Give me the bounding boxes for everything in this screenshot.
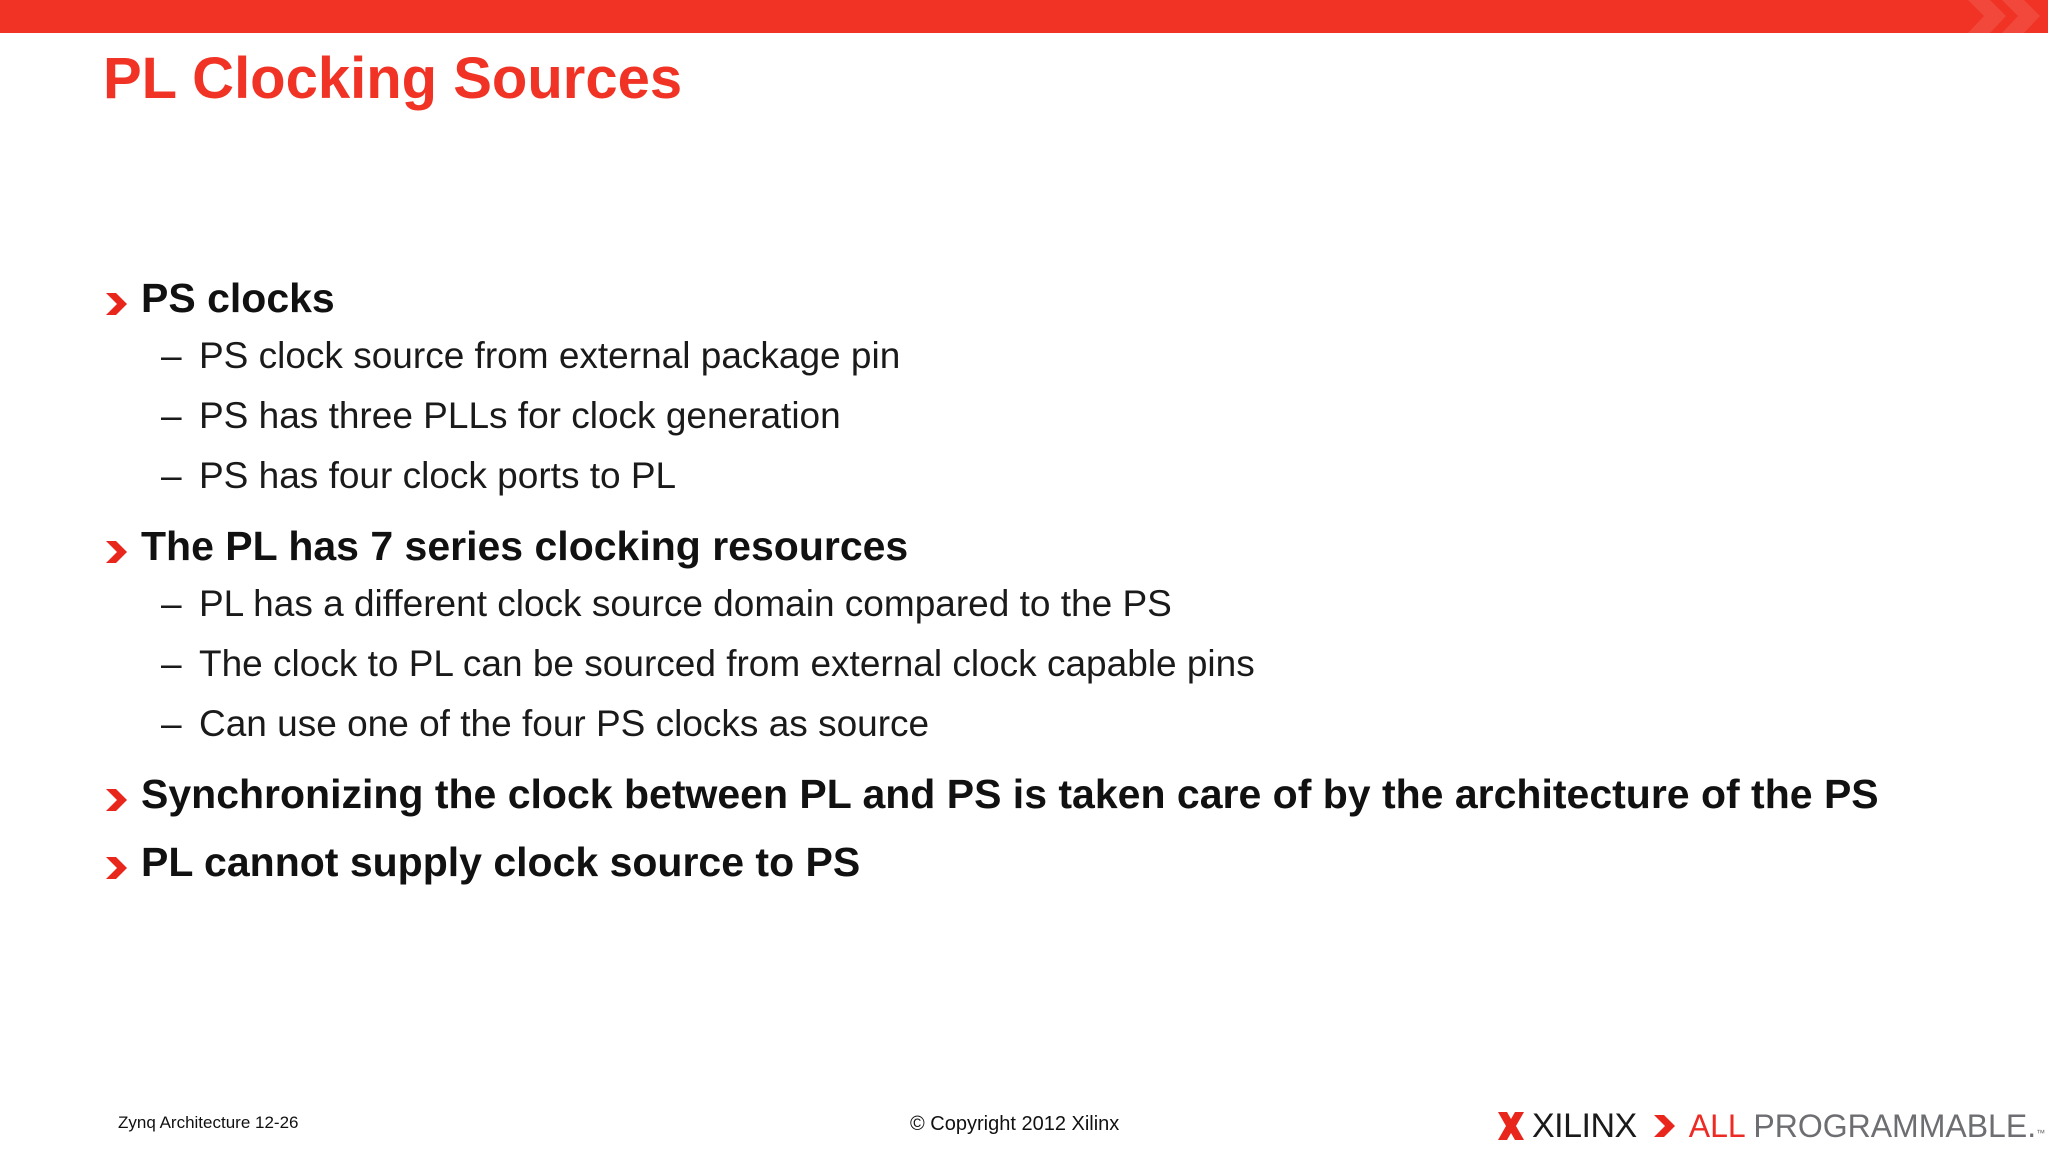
bullet-text: PS clocks	[141, 275, 335, 321]
sub-item-text: Can use one of the four PS clocks as source	[199, 703, 930, 744]
slide-title: PL Clocking Sources	[103, 46, 683, 111]
sub-item	[141, 326, 1983, 386]
bullet-item	[103, 518, 1983, 754]
sub-list	[141, 326, 1983, 506]
sub-item	[141, 634, 1983, 694]
logo-tagline-all: ALL	[1688, 1107, 1745, 1144]
sub-item-text: PS has three PLLs for clock generation	[199, 395, 841, 436]
sub-item-text: The clock to PL can be sourced from external clock capable pins	[199, 643, 1255, 684]
dash-marker: –	[161, 395, 182, 436]
sub-item-text: PS has four clock ports to PL	[199, 455, 677, 496]
sub-item	[141, 386, 1983, 446]
red-chevron-arrow-icon	[103, 539, 129, 565]
sub-item	[141, 694, 1983, 754]
sub-item	[141, 574, 1983, 634]
dash-marker: –	[161, 583, 182, 624]
sub-item	[141, 446, 1983, 506]
logo-tagline	[1689, 1108, 2036, 1145]
bullet-text: The PL has 7 series clocking resources	[141, 523, 909, 569]
bullet-list	[103, 270, 1983, 902]
sub-item-text: PS clock source from external package pin	[199, 335, 901, 376]
bullet-item	[103, 270, 1983, 506]
bullet-text: Synchronizing the clock between PL and PS is taken care of by the architecture of the PS	[141, 771, 1879, 817]
footer-copyright: © Copyright 2012 Xilinx	[910, 1113, 1120, 1135]
logo-trademark: ™	[2036, 1128, 2046, 1138]
top-accent-bar	[0, 0, 2048, 33]
dash-marker: –	[161, 335, 182, 376]
bullet-item	[103, 766, 1983, 822]
logo-tagline-rest: PROGRAMMABLE.	[1744, 1107, 2037, 1144]
xilinx-logo	[1496, 1106, 2045, 1146]
red-chevron-arrow-icon	[103, 291, 129, 317]
dash-marker: –	[161, 703, 182, 744]
footer-slide-label: Zynq Architecture 12-26	[118, 1113, 299, 1132]
dash-marker: –	[161, 643, 182, 684]
logo-brand-text: XILINX	[1532, 1106, 1637, 1145]
red-chevron-arrow-icon	[103, 787, 129, 813]
red-chevron-arrow-icon	[103, 855, 129, 881]
header-chevron-decoration	[1938, 0, 2048, 33]
sub-list	[141, 574, 1983, 754]
xilinx-x-icon	[1496, 1110, 1526, 1142]
logo-chevron-icon	[1651, 1113, 1677, 1139]
bullet-text: PL cannot supply clock source to PS	[141, 839, 861, 885]
dash-marker: –	[161, 455, 182, 496]
bullet-item	[103, 834, 1983, 890]
sub-item-text: PL has a different clock source domain compared to the PS	[199, 583, 1172, 624]
